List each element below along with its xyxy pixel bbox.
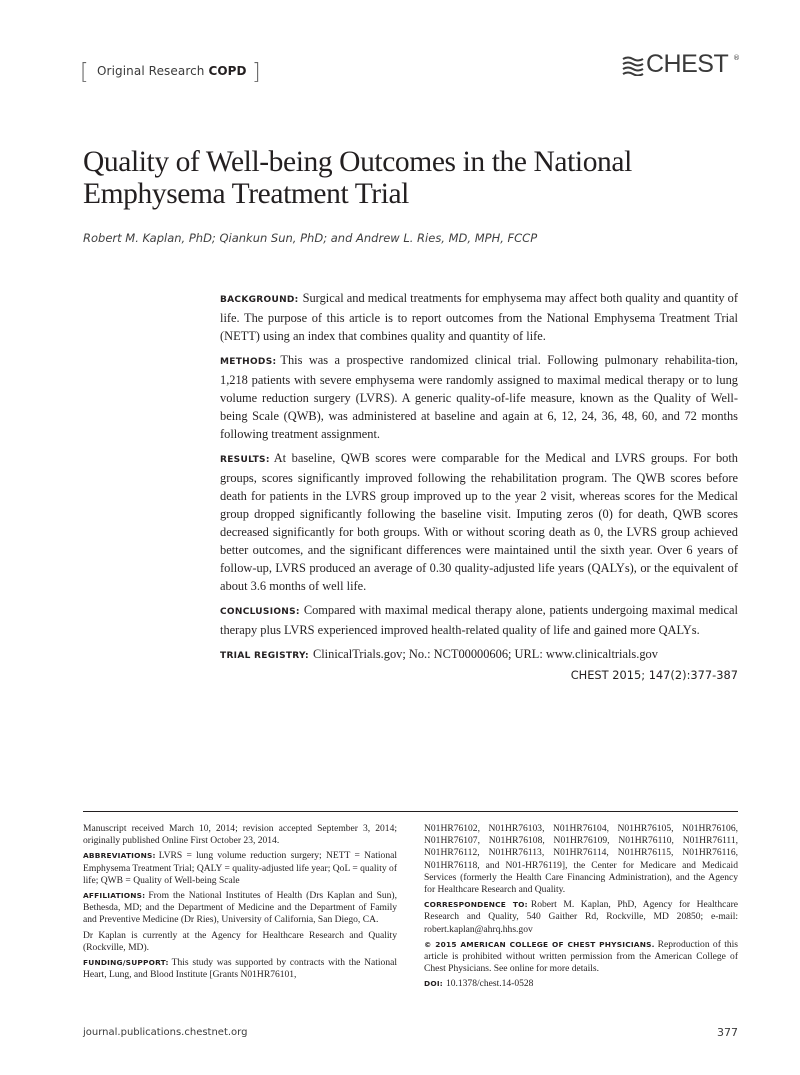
methods-label: METHODS: — [220, 357, 277, 367]
methods-text: This was a prospective randomized clinical trial. Following pulmonary rehabilita-tion, 1,218 patients with severe emphysema were randomly assigned to maximal medical therapy or to lung volume reduction surgery (LVRS). A generic quality-of-life measure, known as the Quality of Well-being Scale (QWB), was administered at baseline and again at 6, 12, 24, 36, 48, 60, and 72 months following treatment assignment. — [220, 353, 738, 441]
conclusions-text: Compared with maximal medical therapy alone, patients undergoing maximal medical therapy plus LVRS experienced improved health-related quality of life and gained more QALYs. — [220, 603, 738, 637]
author-list: Robert M. Kaplan, PhD; Qiankun Sun, PhD; and Andrew L. Ries, MD, MPH, FCCP — [83, 231, 538, 245]
footnote-divider — [83, 811, 738, 812]
funding-continued: N01HR76102, N01HR76103, N01HR76104, N01HR76105, N01HR76106, N01HR76107, N01HR76108, N01HR76109, N01HR76110, N01HR76111, N01HR76112, N01HR76113, N01HR76114, N01HR76115, N01HR76116, N01HR76118, and N01-HR76119], the Center for Medicare and Medicaid Services (formerly the Health Care Financing Administration), and the Agency for Healthcare Research and Quality. — [424, 823, 738, 896]
article-title: Quality of Well-being Outcomes in the National Emphysema Treatment Trial — [83, 146, 632, 210]
copyright-text: Reproduction of this article is prohibited without written permission from the American College of Chest Physicians. See online for more details. — [424, 938, 738, 975]
correspondence-text: Robert M. Kaplan, PhD, Agency for Healthcare Research and Quality, 540 Gaither Rd, Rockville, MD 20850; e-mail: robert.kaplan@ahrq.hhs.gov — [424, 899, 739, 935]
chest-logo-mark-icon — [622, 56, 644, 76]
citation: CHEST 2015; 147(2):377-387 — [570, 668, 738, 682]
doi-label: DOI: — [424, 979, 443, 989]
footnotes-right-column — [424, 823, 738, 994]
affiliations — [83, 890, 397, 927]
kaplan-note: Dr Kaplan is currently at the Agency for Healthcare Research and Quality (Rockville, MD). — [83, 929, 397, 953]
journal-logo: CHEST — [646, 50, 729, 78]
registry-label: TRIAL REGISTRY: — [220, 651, 309, 661]
registry-text: ClinicalTrials.gov; No.: NCT00000606; URL: www.clinicaltrials.gov — [312, 647, 658, 661]
section-topic: COPD — [208, 64, 247, 78]
bracket-left-icon: [ — [80, 60, 89, 85]
trademark-icon: ® — [733, 54, 740, 62]
section-label-text: Original Research — [97, 64, 205, 78]
bracket-right-icon: ] — [252, 60, 261, 85]
abbreviations-text: LVRS = lung volume reduction surgery; NETT = National Emphysema Treatment Trial; QALY = quality-adjusted life year; QoL = quality of life; QWB = Quality of Well-being Scale — [83, 850, 397, 886]
affiliations-label: AFFILIATIONS: — [83, 891, 146, 901]
abstract-conclusions — [220, 601, 738, 639]
abbreviations-label: ABBREVIATIONS: — [83, 851, 156, 861]
abstract-background — [220, 289, 738, 345]
abstract-results — [220, 449, 738, 595]
abstract — [220, 289, 738, 671]
abbreviations — [83, 850, 397, 887]
doi-link[interactable]: 10.1378/chest.14-0528 — [445, 978, 534, 990]
background-text: Surgical and medical treatments for emphysema may affect both quality and quantity of life. The purpose of this article is to report outcomes from the National Emphysema Treatment Trial (NETT) using an index that combines quality and quantity of life. — [220, 291, 738, 343]
correspondence-label: CORRESPONDENCE TO: — [424, 900, 528, 910]
abstract-methods — [220, 351, 738, 443]
affiliations-text: From the National Institutes of Health (Drs Kaplan and Sun), Bethesda, MD; and the Department of Medicine and the Department of Family and Preventive Medicine (Dr Ries), University of California, San Diego, CA. — [83, 890, 397, 926]
funding-text: This study was supported by contracts with the National Heart, Lung, and Blood Institute [Grants N01HR76101, — [83, 957, 397, 981]
page-number: 377 — [717, 1026, 738, 1039]
funding-label: FUNDING/SUPPORT: — [83, 958, 169, 968]
funding — [83, 957, 397, 981]
abstract-registry — [220, 645, 738, 665]
footnotes-left-column — [83, 823, 397, 984]
journal-url-link[interactable]: journal.publications.chestnet.org — [83, 1027, 248, 1038]
section-label — [97, 64, 247, 78]
background-label: BACKGROUND: — [220, 295, 299, 305]
conclusions-label: CONCLUSIONS: — [220, 607, 300, 617]
doi — [424, 978, 738, 990]
copyright-label: © 2015 AMERICAN COLLEGE OF CHEST PHYSICIANS. — [424, 939, 655, 949]
copyright — [424, 939, 738, 976]
results-label: RESULTS: — [220, 455, 270, 465]
results-text: At baseline, QWB scores were comparable for the Medical and LVRS groups. For both groups, scores significantly improved following the rehabilitation program. The QWB scores before death for patients in the LVRS group improved up to the year 2 visit, whereas scores for the Medical group dropped significantly following the baseline visit. Imputing zeros (0) for death, QWB scores decreased significantly for both groups. With or without scoring death as 0, the LVRS group achieved better outcomes, and the significant differences were maintained until the sixth year. Over 6 years of follow-up, LVRS produced an average of 0.30 quality-adjusted life years (QALYs), or the equivalent of about 3.6 months of well life. — [220, 451, 738, 593]
manuscript-dates: Manuscript received March 10, 2014; revision accepted September 3, 2014; originally published Online First October 23, 2014. — [83, 823, 397, 847]
correspondence — [424, 899, 738, 936]
